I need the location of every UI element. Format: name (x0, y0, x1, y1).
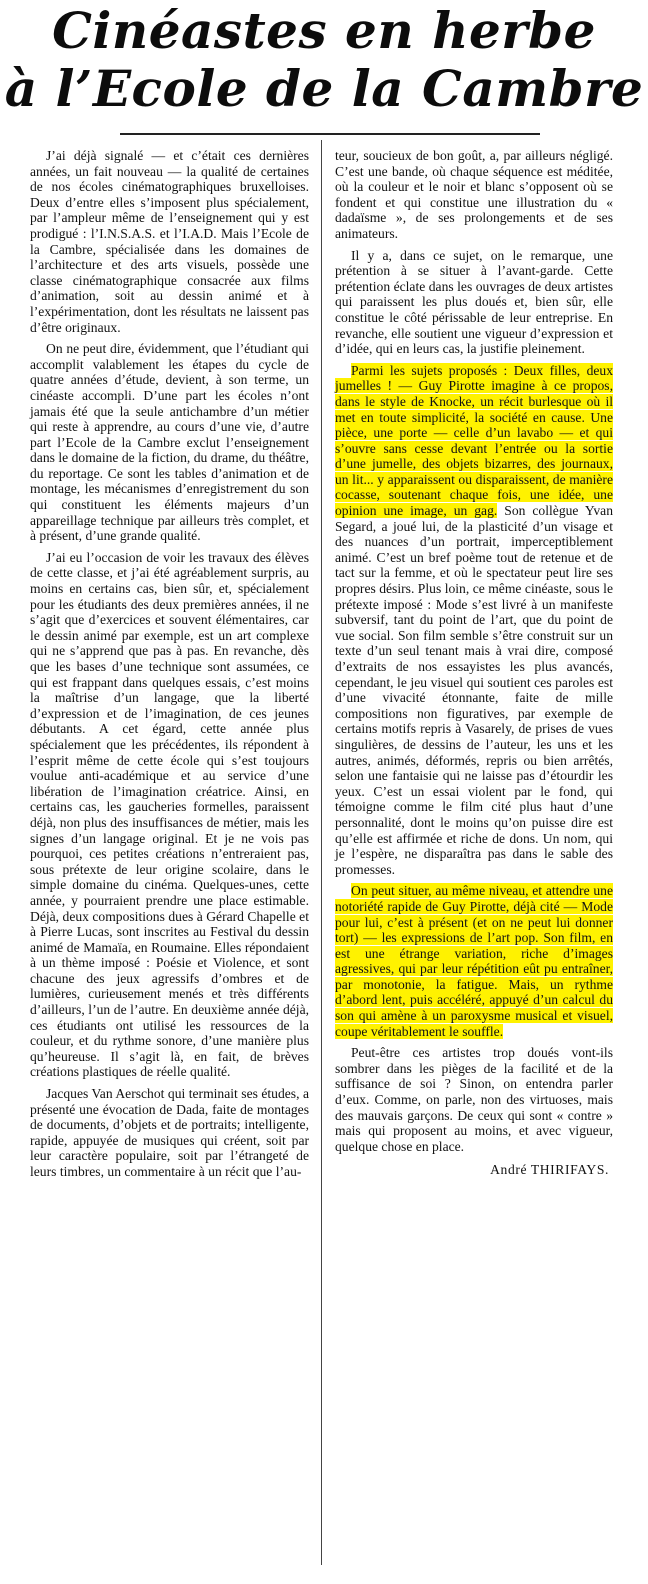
paragraph: On ne peut dire, évidemment, que l’étudiant qui accomplit valablement les étapes du cycle de quatre années d’étude, devient, à son terme, un cinéaste accompli. D’une part les écoles n’ont jamais été que la seule antichambre d’un métier qui reste à apprendre, au cours d’une vie, d’autre part l’Ecole de la Cambre exclut l’enseignement dans le domaine de la fiction, du drame, du théâtre, du reportage. Ce sont les tables d’animation et de montage, les mécanismes d’enregistrement du son qui constituent les éléments majeurs d’un appareillage technique par ailleurs très complet, et à présent, d’une grande qualité. (30, 341, 309, 544)
headline (0, 2, 648, 118)
article-column-left (30, 148, 309, 1186)
author-signature: André THIRIFAYS. (490, 1162, 609, 1178)
headline-line-1: Cinéastes en herbe (52, 1, 596, 60)
paragraph: teur, soucieux de bon goût, a, par ailleurs négligé. C’est une bande, où chaque séquence est méditée, où la couleur et le noir et blanc s’opposent où se fondent et qui constitue une illustration du « dadaïsme », de ses prolongements et de ses animateurs. (335, 148, 613, 241)
column-divider (321, 140, 322, 1565)
paragraph: Jacques Van Aerschot qui terminait ses études, a présenté une évocation de Dada, faite de montages de documents, d’objets et de portraits; intelligente, rapide, appuyée de musiques qui créent, soit par leur caractère populaire, soit par l’étrangeté de leurs timbres, un commentaire à un récit que l’au- (30, 1086, 309, 1179)
headline-rule (120, 133, 540, 135)
paragraph-continuation: Son collègue Yvan Segard, a joué lui, de la plasticité d’un visage et des nuances d’un portrait, imperceptiblement animé. C’est un bref poème tout de retenue et de tact sur la femme, et où le spectateur peut lire ses propres désirs. Plus loin, ce même cinéaste, sous le prétexte imposé : Mode s’est livré à un manifeste subversif, tant du point de l’art, que du point de vue social. Son film semble s’être construit sur un texte d’un seul tenant mais à vrai dire, composé d’extraits de nos essayistes les plus avancés, cependant, le jeu visuel qui soutient ces paroles est d’une vivacité étonnante, faite de mille compositions non figuratives, par exemple de certains motifs repris à Vasarely, de prises de vues singulières, de dessins de l’auteur, les uns et les autres, animés, déformés, repris ou bien arrêtés, selon une fantaisie qui ne laisse pas d’étourdir les yeux. C’est un essai violent par le fond, qui témoigne comme le film cité plus haut d’une personnalité, dont le moins qu’on puisse dire est qu’elle est affirmée et riche de dons. Un nom, qui je l’espère, ne disparaîtra pas dans le sable des promesses. (335, 503, 613, 877)
paragraph: J’ai déjà signalé — et c’était ces dernières années, un fait nouveau — la qualité de certaines de nos écoles cinématographiques bruxelloises. Deux d’entre elles s’imposent plus spécialement, par l’ampleur même de l’enseignement qui y est prodigué : l’I.N.S.A.S. et l’I.A.D. Mais l’Ecole de la Cambre, spécialisée dans les domaines de l’architecture et des arts visuels, possède une classe cinématographique consacrée aux films d’animation, soit au dessin animé et à l’expérimentation, dont les résultats ne laissent pas d’être originaux. (30, 148, 309, 335)
paragraph: Il y a, dans ce sujet, on le remarque, une prétention à se situer à l’avant-garde. Cette prétention éclate dans les ouvrages de deux artistes qui paraissent les plus doués et, bien sûr, elle constitue le côté périssable de leur entreprise. En revanche, elle soutient une vigueur d’expression et d’idée, qui en leurs cas, la justifie pleinement. (335, 247, 613, 357)
highlighted-passage: Parmi les sujets proposés : Deux filles, deux jumelles ! — Guy Pirotte imagine à ce propos, dans le style de Knocke, un récit burlesque où il met en toute simplicité, la société en cause. Une pièce, une porte — celle d’un lavabo — et qui s’ouvre sans cesse devant l’entrée ou la sortie d’une jumelle, des objets bizarres, des journaux, un lit... y apparaissent ou disparaissent, de manière cocasse, soutenant chaque fois, une idée, une opinion une image, un gag. (335, 362, 613, 519)
paragraph (335, 363, 613, 878)
paragraph (335, 883, 613, 1039)
headline-line-2: à l’Ecole de la Cambre (4, 59, 644, 118)
paragraph: Peut-être ces artistes trop doués vont-ils sombrer dans les pièges de la facilité et de la suffisance de soi ? Sinon, on entendra parler d’eux. Comme, on parle, non des virtuoses, mais des mauvais garçons. De ceux qui sont « contre » mais qui proposent au moins, et avec vigueur, quelque chose en place. (335, 1045, 613, 1154)
highlighted-passage: On peut situer, au même niveau, et attendre une notoriété rapide de Guy Pirotte, déjà cité — Mode pour lui, c’est à présent (et on ne peut lui donner tort) — les expressions de l’art pop. Son film, en est une étrange variation, riche d’images agressives, qui par leur répétition eût pu entraîner, par monotonie, la fatigue. Mais, un rythme d’abord lent, puis accéléré, appuyé d’un calcul du son qui amène à un paroxysme musical et visuel, coupe véritablement le souffle. (335, 883, 613, 1039)
article-column-right (335, 148, 613, 1178)
paragraph: J’ai eu l’occasion de voir les travaux des élèves de cette classe, et j’ai été agréablement surpris, au moins en certains cas, bien sûr, et, spécialement pour les étudiants des deux premières années, il ne s’agit que d’exercices et souvent élémentaires, car le dessin animé par exemple, est un art complexe qui ne s’apprend que pas à pas. En revanche, dès que les bases d’une technique sont assumées, ce qui est frappant dans quelques essais, c’est moins la maîtrise d’un langage, que la liberté d’expression et de l’imagination, de ces jeunes débutants. A cet égard, cette année plus spécialement que les précédentes, ils répondent à l’esprit même de cette école qui s’est toujours voulue anti-académique et au service d’une libération de l’imagination créatrice. Ainsi, en certains cas, les gaucheries formelles, paraissent déjà, non plus des insuffisances de métier, mais les signes d’un langage original. Et je ne vois pas pourquoi, ces petites créations n’entreraient pas, sous prétexte de leur origine scolaire, dans le simple domaine du cinéma. Quelques-unes, cette année, y pourraient prendre une place estimable. Déjà, deux compositions dues à Gérard Chapelle et à Pierre Lucas, sont inscrites au Festival du dessin animé de Mamaïa, en Roumaine. Elles répondaient à un thème imposé : Poésie et Violence, et sont chacune des jeux agressifs d’ombres et de lumières, curieusement menés et très différents d’ailleurs, l’un de l’autre. En deuxième année déjà, ces étudiants ont utilisé les ressources de la couleur, et du rythme sonore, d’une manière plus qu’heureuse. Il s’agit là, en fait, de brèves créations plastiques de réelle qualité. (30, 549, 309, 1080)
